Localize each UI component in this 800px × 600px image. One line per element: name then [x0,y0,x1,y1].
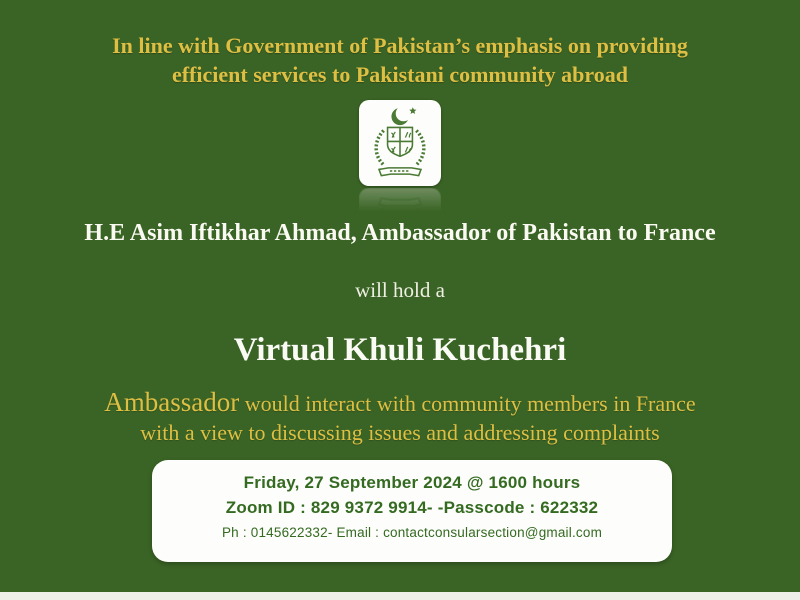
description-line-1-rest: would interact with community members in France [239,391,696,416]
pakistan-emblem-reflection-icon [365,193,435,214]
contact-line: Ph : 0145622332- Email : contactconsularsection@gmail.com [221,525,603,540]
zoom-credentials-line: Zoom ID : 829 9372 9914- -Passcode : 622332 [225,498,599,517]
emblem-reflection-card [359,188,441,214]
emblem-reflection [359,188,441,214]
pakistan-emblem-icon [365,105,435,181]
description-lead: Ambassador [104,387,240,417]
event-title: Virtual Khuli Kuchehri [233,332,567,368]
description-line-1 [0,388,800,418]
event-details-box [152,460,672,562]
intro-text [0,31,800,89]
emblem-card [359,100,441,186]
connector-text: will hold a [355,278,445,302]
description-line-2: with a view to discussing issues and addressing complaints [140,420,660,445]
intro-line-2: efficient services to Pakistani community abroad [171,62,629,87]
bottom-strip [0,592,800,600]
event-description [0,388,800,447]
intro-line-1: In line with Government of Pakistan’s emphasis on providing [112,33,688,58]
event-date-line: Friday, 27 September 2024 @ 1600 hours [243,473,581,492]
ambassador-heading: H.E Asim Iftikhar Ahmad, Ambassador of Pakistan to France [84,220,716,246]
